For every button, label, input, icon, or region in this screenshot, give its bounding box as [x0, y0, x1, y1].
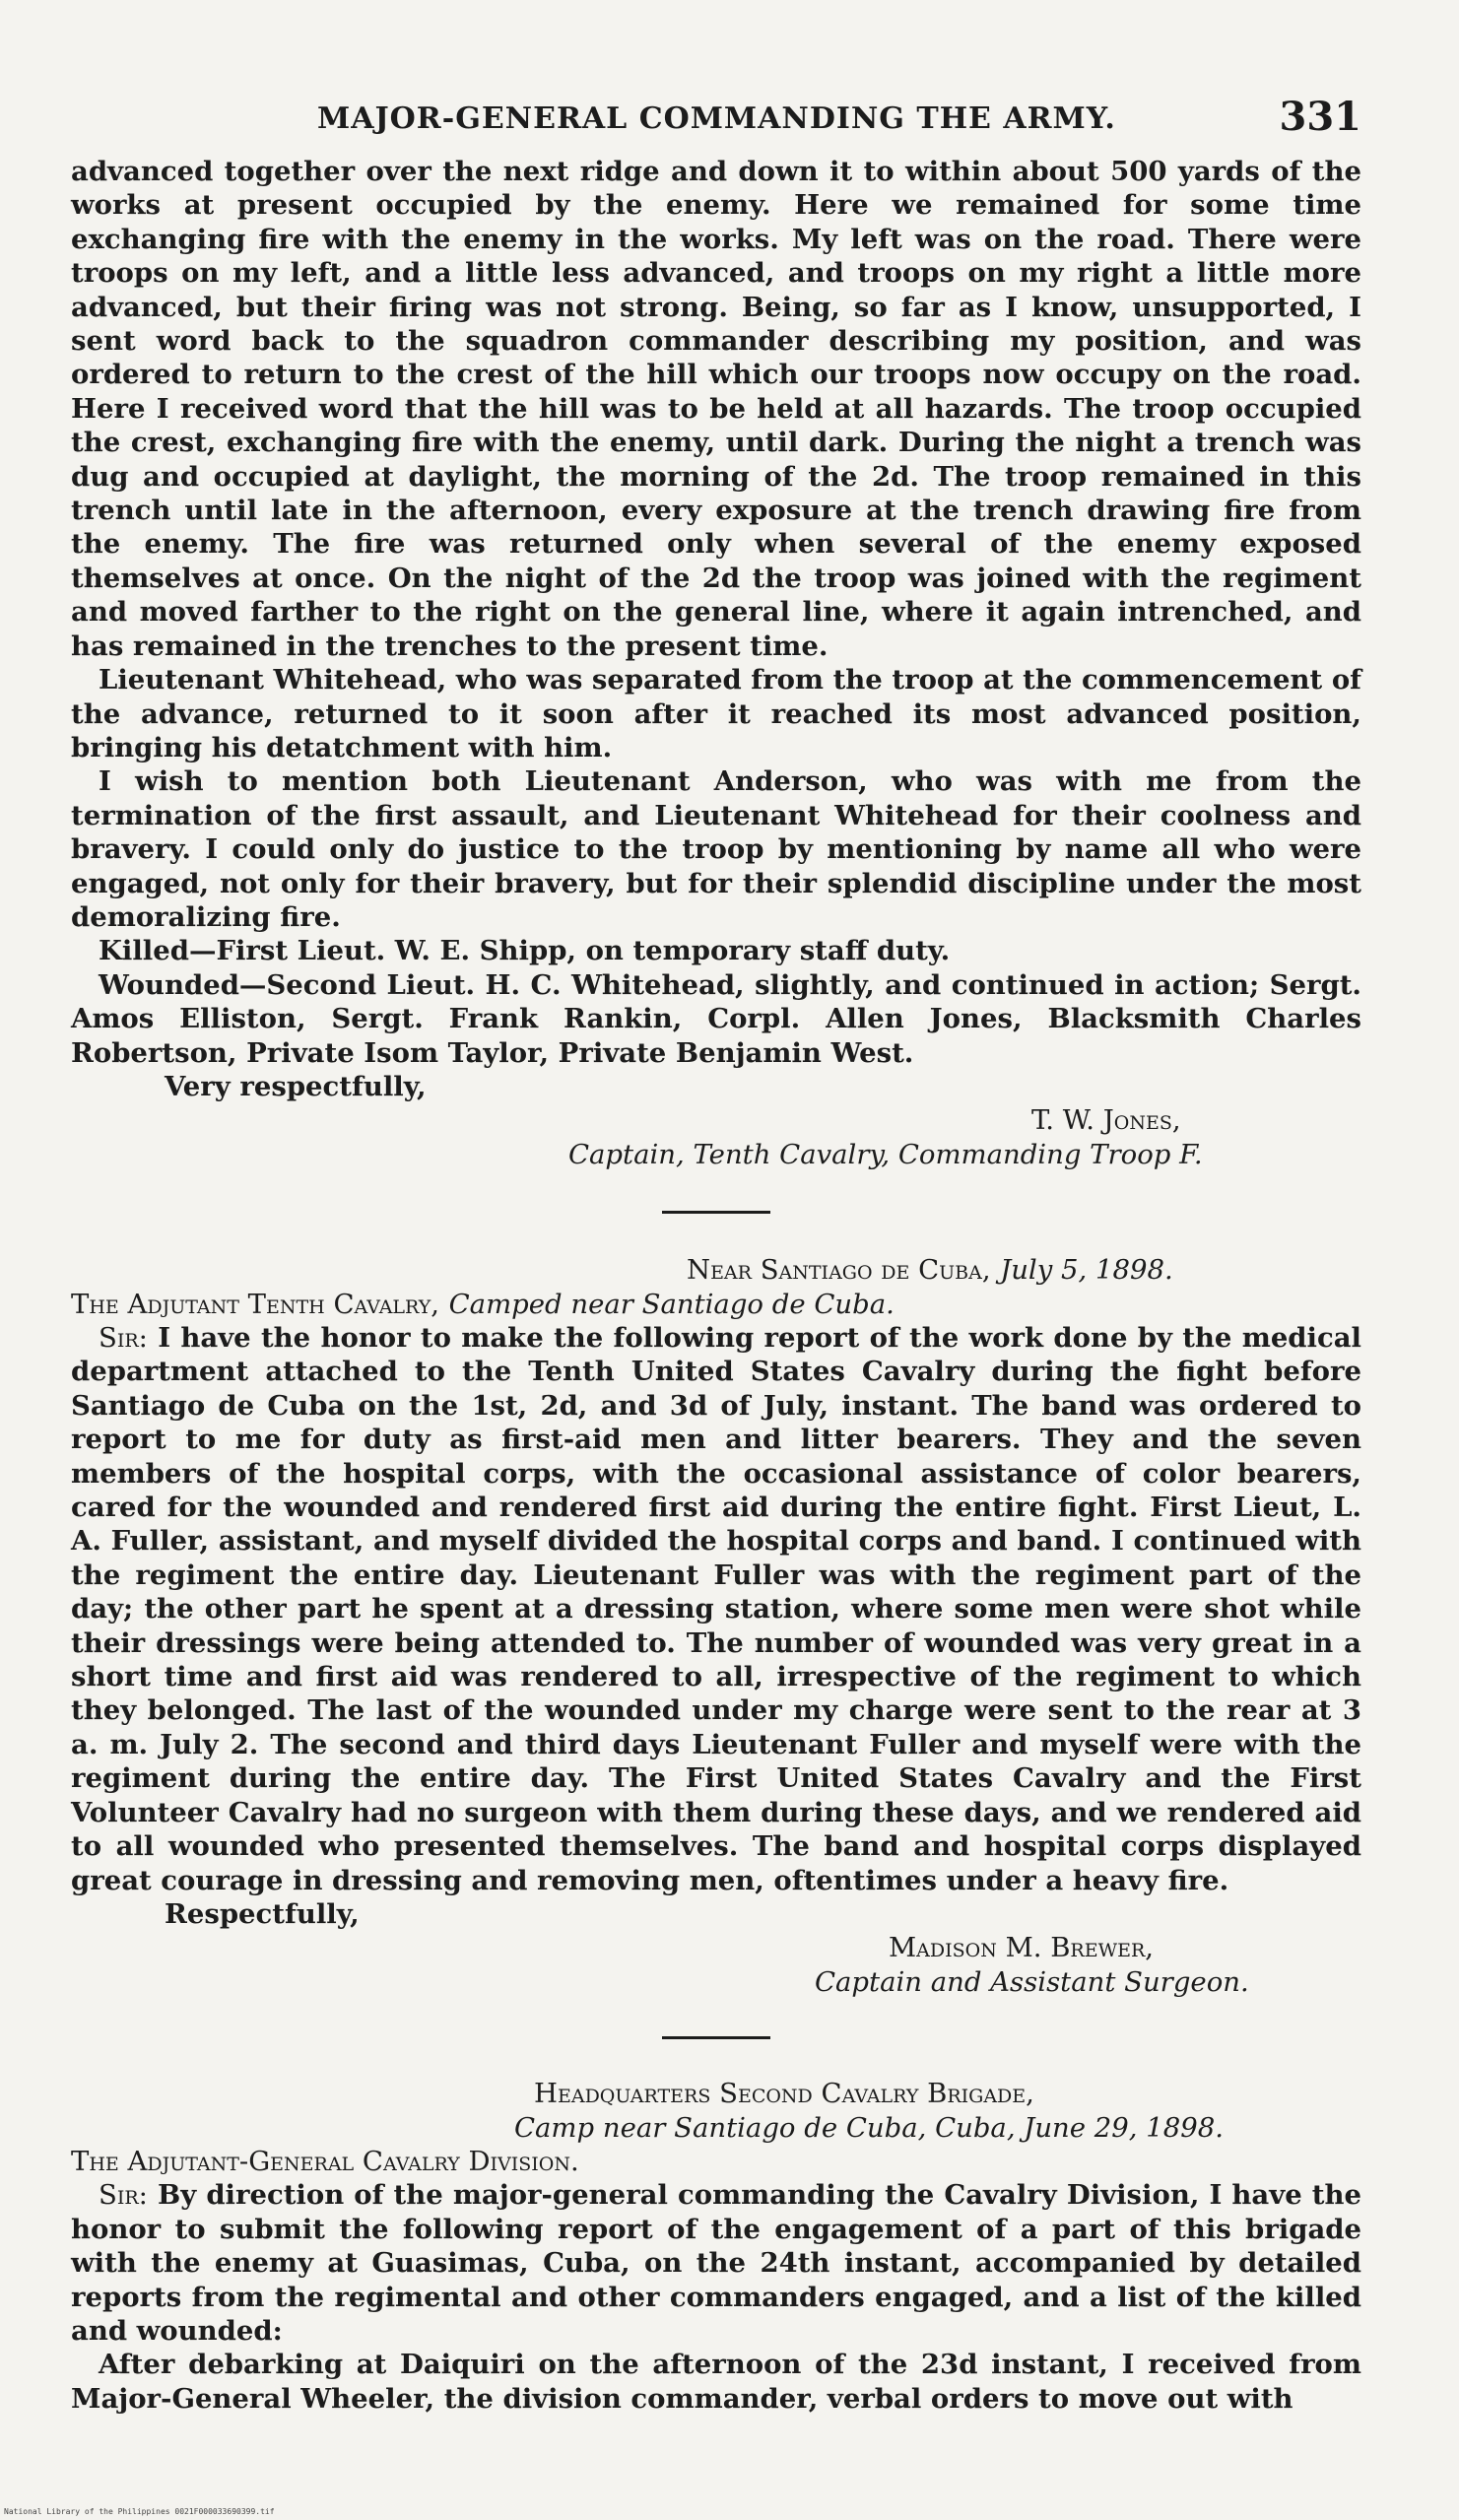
dateline-date: July 5, 1898. — [1000, 1254, 1173, 1287]
signer-title: Captain and Assistant Surgeon. — [815, 1965, 1249, 1998]
document-page — [71, 94, 1361, 2416]
page-header — [71, 94, 1361, 155]
paragraph: By direction of the major-general commanding the Cavalry Division, I have the honor to submit the following report of the engagement of a part of this brigade with the enemy at Guasimas, Cuba, on the 24th instant, accompanied by detailed reports from the regimental and other commanders engaged, and a list of the killed and wounded: — [71, 2179, 1361, 2347]
addressee: The Adjutant-General Cavalry Division. — [71, 2145, 579, 2177]
wounded-list: Wounded—Second Lieut. H. C. Whitehead, slightly, and continued in action; Sergt. Amos Elliston, Sergt. Frank Rankin, Corpl. Allen Jones, Blacksmith Charles Robertson, Private Isom Taylor, Private Benjamin West. — [71, 968, 1361, 1069]
closing: Very respectfully, — [165, 1070, 427, 1102]
dateline-location: Camp near Santiago de Cuba, Cuba, June 29, 1898. — [514, 2111, 1224, 2144]
closing: Respectfully, — [165, 1897, 360, 1930]
paragraph: Lieutenant Whitehead, who was separated from the troop at the commencement of the advance, returned to it soon after it reached its most advanced position, bringing his detatchment with him. — [71, 664, 1361, 763]
killed-list: Killed—First Lieut. W. E. Shipp, on temporary staff duty. — [99, 935, 951, 967]
report-second-brigade — [71, 2077, 1361, 2416]
paragraph: I have the honor to make the following report of the work done by the medical department attached to the Tenth United States Cavalry during the fight before Santiago de Cuba on the 1st, 2d, and 3d of July, instant. The band was ordered to report to me for duty as first-aid men and litter bearers. They and the seven members of the hospital corps, with the occasional assistance of color bearers, cared for the wounded and rendered first aid during the entire fight. First Lieut, L. A. Fuller, assistant, and myself divided the hospital corps and band. I continued with the regiment the entire day. Lieutenant Fuller was with the regiment part of the day; the other part he spent at a dressing station, where some men were shot while their dressings were being attended to. The number of wounded was very great in a short time and first aid was rendered to all, irrespective of the regiment to which they belonged. The last of the wounded under my charge were sent to the rear at 3 a. m. July 2. The second and third days Lieutenant Fuller and myself were with the regiment during the entire day. The First United States Cavalry and the First Volunteer Cavalry had no surgeon with them during these days, and we rendered aid to all wounded who presented themselves. The band and hospital corps displayed great courage in dressing and removing men, oftentimes under a heavy fire. — [71, 1322, 1361, 1896]
paragraph: I wish to mention both Lieutenant Anderson, who was with me from the termination of the first assault, and Lieutenant Whitehead for their coolness and bravery. I could only do justice to the troop by mentioning by name all who were engaged, not only for their bravery, but for their splendid discipline under the most demoralizing fire. — [71, 765, 1361, 933]
section-divider — [662, 1211, 770, 1214]
page-number: 331 — [1279, 94, 1361, 140]
dateline-place: Headquarters Second Cavalry Brigade, — [534, 2078, 1034, 2110]
scan-footer: National Library of the Philippines 0021F000033690399.tif — [4, 2507, 275, 2516]
signer-name: Madison M. Brewer, — [889, 1932, 1155, 1964]
addressee: The Adjutant Tenth Cavalry, — [71, 1288, 440, 1320]
addressee-location: Camped near Santiago de Cuba. — [448, 1288, 895, 1320]
salutation: Sir: — [99, 2179, 148, 2212]
paragraph: advanced together over the next ridge and down it to within about 500 yards of the works at present occupied by the enemy. Here we remained for some time exchanging fire with the enemy in the works. My left was on the road. There were troops on my left, and a little less advanced, and troops on my right a little more advanced, but their firing was not strong. Being, so far as I know, unsupported, I sent word back to the squadron commander describing my position, and was ordered to return to the crest of the hill which our troops now occupy on the road. Here I received word that the hill was to be held at all hazards. The troop occupied the crest, exchanging fire with the enemy, until dark. During the night a trench was dug and occupied at daylight, the morning of the 2d. The troop remained in this trench until late in the afternoon, every exposure at the trench drawing fire from the enemy. The fire was returned only when several of the enemy exposed themselves at once. On the night of the 2d the troop was joined with the regiment and moved farther to the right on the general line, where it again intrenched, and has remained in the trenches to the present time. — [71, 156, 1361, 662]
signer-name: T. W. Jones, — [1031, 1104, 1181, 1137]
report-troop-f — [71, 155, 1361, 1171]
paragraph: After debarking at Daiquiri on the afternoon of the 23d instant, I received from Major-General Wheeler, the division commander, verbal orders to move out with — [71, 2349, 1361, 2415]
section-divider — [662, 2036, 770, 2039]
salutation: Sir: — [99, 1322, 148, 1354]
dateline-place: Near Santiago de Cuba, — [687, 1254, 991, 1287]
signer-title: Captain, Tenth Cavalry, Commanding Troop F. — [568, 1138, 1203, 1170]
running-head: MAJOR-GENERAL COMMANDING THE ARMY. — [317, 101, 1116, 136]
report-medical — [71, 1253, 1361, 1999]
